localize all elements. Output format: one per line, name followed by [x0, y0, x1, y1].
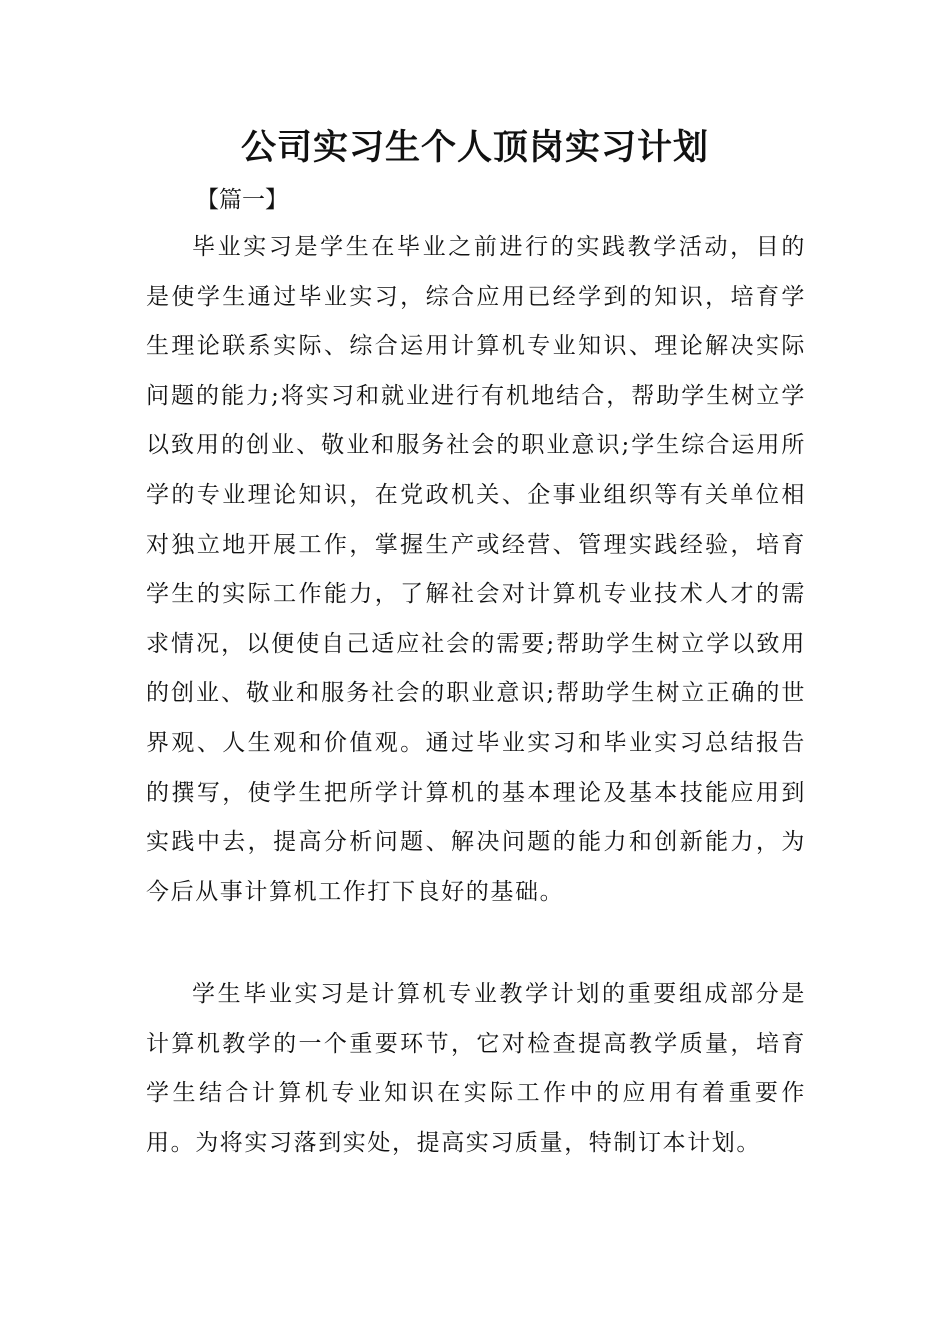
- paragraph-1: 毕业实习是学生在毕业之前进行的实践教学活动，目的是使学生通过毕业实习，综合应用已经学到的知识，培育学生理论联系实际、综合运用计算机专业知识、理论解决实际问题的能力;将实习和就业进行有机地结合，帮助学生树立学以致用的创业、敬业和服务社会的职业意识;学生综合运用所学的专业理论知识，在党政机关、企事业组织等有关单位相对独立地开展工作，掌握生产或经营、管理实践经验，培育学生的实际工作能力，了解社会对计算机专业技术人才的需求情况，以便使自己适应社会的需要;帮助学生树立学以致用的创业、敬业和服务社会的职业意识;帮助学生树立正确的世界观、人生观和价值观。通过毕业实习和毕业实习总结报告的撰写，使学生把所学计算机的基本理论及基本技能应用到实践中去，提高分析问题、解决问题的能力和创新能力，为今后从事计算机工作打下良好的基础。: [146, 234, 806, 905]
- document-title: 公司实习生个人顶岗实习计划: [240, 128, 709, 168]
- paragraph-2: 学生毕业实习是计算机专业教学计划的重要组成部分是计算机教学的一个重要环节，它对检查提高教学质量，培育学生结合计算机专业知识在实际工作中的应用有着重要作用。为将实习落到实处，提高实习质量，特制订本计划。: [146, 981, 806, 1156]
- section-label: 【篇一】: [196, 187, 288, 213]
